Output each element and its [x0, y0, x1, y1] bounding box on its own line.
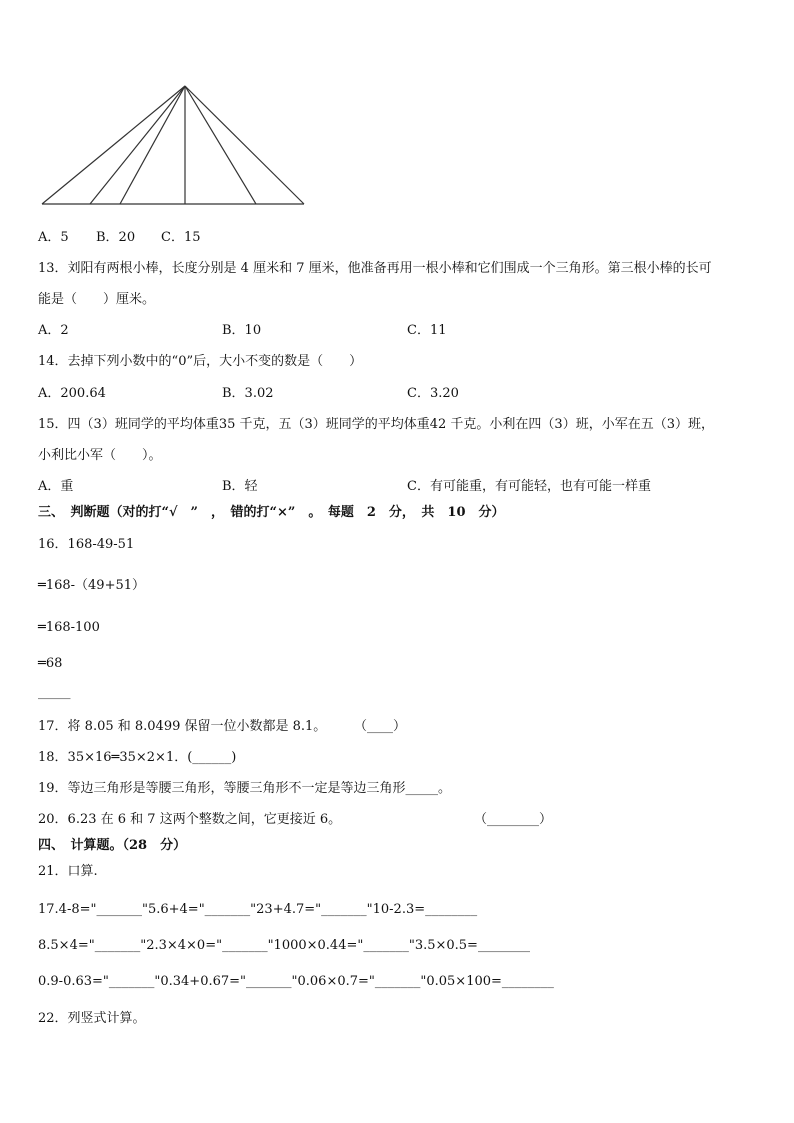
triangle-rays-figure — [38, 82, 308, 210]
q16-answer-blank[interactable]: _____ — [38, 685, 71, 700]
q13-option-c: C．11 — [407, 323, 447, 338]
q22-title: 22．列竖式计算。 — [38, 1011, 146, 1026]
q14-option-c: C．3.20 — [407, 386, 459, 401]
q13-line2: 能是（ ）厘米。 — [38, 292, 156, 307]
q15-line1: 15．四（3）班同学的平均体重35 千克，五（3）班同学的平均体重42 千克。小利在四（3）班，小军在五（3）班， — [38, 417, 714, 432]
q12-option-c: C．15 — [161, 230, 201, 245]
q19-text: 19．等边三角形是等腰三角形，等腰三角形不一定是等边三角形_____。 — [38, 781, 452, 796]
q15-option-b: B．轻 — [222, 479, 258, 494]
q14-text: 14．去掉下列小数中的“0”后，大小不变的数是（ ） — [38, 354, 363, 369]
q16-line3: ═168-100 — [38, 620, 100, 635]
q16-line4: ═68 — [38, 656, 63, 671]
section4-title: 四、 计算题。（28 分） — [38, 838, 187, 853]
q14-option-b: B．3.02 — [222, 386, 274, 401]
q13-line1: 13．刘阳有两根小棒，长度分别是 4 厘米和 7 厘米，他准备再用一根小棒和它们围成一个三角形。第三根小棒的长可 — [38, 261, 712, 276]
q21-row2: 8.5×4="_______"2.3×4×0="_______"1000×0.44="_______"3.5×0.5=________ — [38, 938, 530, 953]
q18-text: 18．35×16═35×2×1．(______) — [38, 750, 237, 765]
q16-line1: 16．168-49-51 — [38, 537, 135, 552]
q21-row1: 17.4-8="_______"5.6+4="_______"23+4.7="_______"10-2.3=________ — [38, 902, 478, 917]
q12-option-a: A．5 — [38, 230, 69, 245]
q21-row3: 0.9-0.63="_______"0.34+0.67="_______"0.06×0.7="_______"0.05×100=________ — [38, 974, 554, 989]
q17-text: 17．将 8.05 和 8.0499 保留一位小数都是 8.1。 — [38, 719, 327, 734]
q21-title: 21．口算. — [38, 864, 98, 879]
q16-line2: ═168-（49+51） — [38, 578, 146, 593]
q15-option-a: A．重 — [38, 479, 74, 494]
q14-option-a: A．200.64 — [38, 386, 106, 401]
q12-option-b: B．20 — [96, 230, 136, 245]
section3-title: 三、 判断题（对的打“√ ” ， 错的打“×” 。 每题 2 分， 共 10 分） — [38, 505, 505, 520]
q20-answer-blank[interactable]: （________） — [474, 812, 553, 827]
q20-text: 20．6.23 在 6 和 7 这两个整数之间，它更接近 6。 — [38, 812, 342, 827]
q17-answer-blank[interactable]: （____） — [354, 719, 407, 734]
q15-option-c: C．有可能重，有可能轻，也有可能一样重 — [407, 479, 651, 494]
q15-line2: 小利比小军（ ）。 — [38, 448, 162, 463]
q13-option-b: B．10 — [222, 323, 262, 338]
q13-option-a: A．2 — [38, 323, 69, 338]
